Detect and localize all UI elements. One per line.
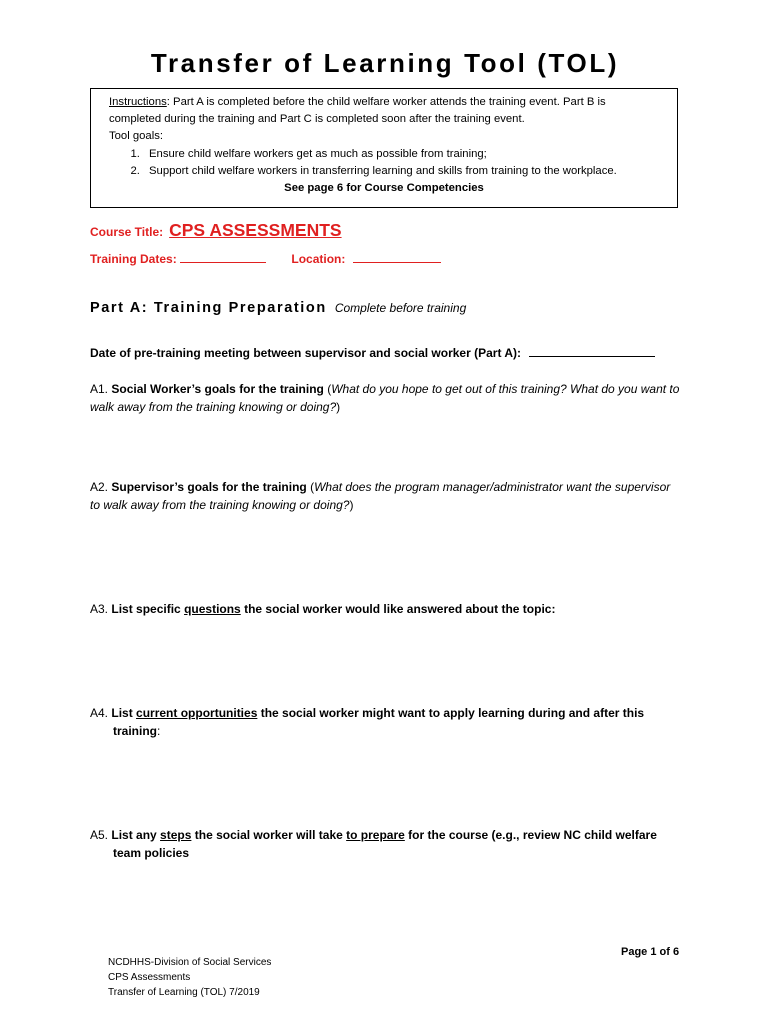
footer-line-1: NCDHHS-Division of Social Services xyxy=(108,957,272,968)
question-continuation xyxy=(90,845,680,863)
question-a4 xyxy=(90,705,680,740)
footer-line-2: CPS Assessments xyxy=(108,972,191,983)
course-title-row xyxy=(90,220,342,241)
question-bold: Social Worker’s goals for the training xyxy=(111,382,324,396)
question-number: A4. xyxy=(90,706,112,720)
pre-training-meeting-label: Date of pre-training meeting between supervisor and social worker (Part A): xyxy=(90,346,521,360)
question-number: A3. xyxy=(90,602,112,616)
part-a-heading xyxy=(90,300,466,316)
see-page-note: See page 6 for Course Competencies xyxy=(284,182,484,195)
instructions-paragraph xyxy=(109,94,659,128)
question-emphasis: to prepare xyxy=(346,828,405,842)
tool-goal-1: 1. Ensure child welfare workers get as much as possible from training; xyxy=(143,146,659,163)
question-number: A2. xyxy=(90,480,112,494)
question-prompt: What do you hope to get out of this training? What do you want to walk away from the training knowing or doing? xyxy=(90,382,680,414)
question-text: List xyxy=(111,706,137,720)
instructions-box xyxy=(90,88,678,208)
footer xyxy=(108,955,271,1000)
tool-goals-list xyxy=(109,146,659,180)
question-text: List specific xyxy=(111,602,185,616)
question-emphasis: current opportunities xyxy=(136,706,258,720)
part-a-title: Part A: Training Preparation xyxy=(90,300,327,316)
question-text: List any xyxy=(111,828,161,842)
question-a1: A1. Social Worker’s goals for the training (What do you hope to get out of this training? What do you want to walk away from the training knowing or doing?) xyxy=(90,382,680,414)
question-text: the social worker would like answered about the topic: xyxy=(240,602,556,616)
pre-training-meeting-field[interactable] xyxy=(529,344,655,357)
question-emphasis: steps xyxy=(160,828,192,842)
instructions-label: Instructions xyxy=(109,96,167,108)
question-a5 xyxy=(90,827,680,862)
tool-goals-label: Tool goals: xyxy=(109,130,164,143)
question-number: A5. xyxy=(90,828,112,842)
question-text: the social worker might want to apply learning during and after this xyxy=(257,706,645,720)
training-dates-row xyxy=(90,250,441,266)
question-a2: A2. Supervisor’s goals for the training (What does the program manager/administrator want the supervisor to walk away from the training knowing or doing?) xyxy=(90,480,671,512)
question-punctuation: : xyxy=(157,723,161,738)
question-text: the social worker will take xyxy=(191,828,347,842)
question-text: team policies xyxy=(113,845,190,860)
location-field[interactable] xyxy=(353,250,441,263)
training-dates-field[interactable] xyxy=(180,250,266,263)
document-title: Transfer of Learning Tool (TOL) xyxy=(150,48,620,78)
part-a-subtitle: Complete before training xyxy=(334,301,467,315)
course-title-label: Course Title: xyxy=(90,225,164,239)
question-continuation xyxy=(90,723,680,741)
pre-training-meeting-row xyxy=(90,344,655,360)
question-prompt: What does the program manager/administrator want the supervisor to walk away from the training knowing or doing? xyxy=(90,480,671,512)
question-text: training xyxy=(113,723,157,738)
question-bold: Supervisor’s goals for the training xyxy=(111,480,307,494)
footer-line-3: Transfer of Learning (TOL) 7/2019 xyxy=(108,987,260,998)
instructions-text: : Part A is completed before the child welfare worker attends the training event. Part B is completed during the training and Part C is completed soon after the training event. xyxy=(109,96,606,126)
question-number: A1. xyxy=(90,382,112,396)
question-text: for the course (e.g., review NC child welfare xyxy=(404,828,657,842)
question-a3 xyxy=(90,601,680,619)
training-dates-label: Training Dates: xyxy=(90,252,177,266)
location-label: Location: xyxy=(291,252,346,266)
page-number: Page 1 of 6 xyxy=(621,946,680,958)
course-title-value: CPS ASSESSMENTS xyxy=(169,220,342,240)
question-emphasis: questions xyxy=(184,602,241,616)
tool-goal-2: 2. Support child welfare workers in transferring learning and skills from training to the workplace. xyxy=(143,163,659,180)
